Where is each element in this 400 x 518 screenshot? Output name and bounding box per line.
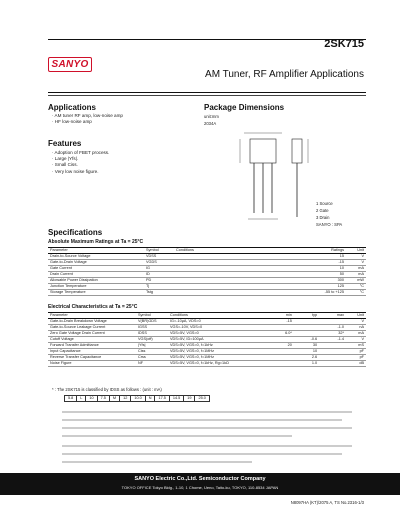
table-cell: VDS=5V, VGS=0, f=1MHz — [168, 349, 268, 355]
table-cell: -15 — [298, 260, 346, 266]
footer-address: TOKYO OFFICE Tokyo Bldg., 1-10, 1 Chome, Ueno, Taito-ku, TOKYO, 110-8534 JAPAN — [121, 485, 279, 490]
table-cell: Allowable Power Dissipation — [48, 278, 144, 284]
col-typ: typ — [294, 313, 319, 319]
table-cell: 2.6 — [294, 355, 319, 361]
rank-cell: M — [109, 396, 119, 402]
table-cell: VDS=5V, VGS=0 — [168, 331, 268, 337]
table-cell: IGSS — [136, 325, 168, 331]
table-cell: -1.4 — [319, 337, 346, 343]
header-rule-thin — [48, 95, 366, 96]
table-cell: Gate-to-Drain Breakdown Voltage — [48, 319, 136, 325]
rank-cell: L — [77, 396, 86, 402]
table-cell: V — [346, 254, 366, 260]
table-cell: mA — [346, 272, 366, 278]
pin-3: 3 Drain — [316, 215, 330, 220]
col-unit: Unit — [346, 313, 366, 319]
table-cell: Tj — [144, 284, 174, 290]
col-parameter: Parameter — [48, 248, 144, 254]
table-cell: Zero Gate Voltage Drain Current — [48, 331, 136, 337]
table-cell: VDSS — [144, 254, 174, 260]
abs-max-table — [48, 247, 366, 296]
col-conditions: Conditions — [168, 313, 268, 319]
package-heading: Package Dimensions — [204, 103, 285, 112]
package-brand: SANYO : SPA — [316, 222, 343, 227]
table-cell: pF — [346, 355, 366, 361]
list-item: · Adoption of FBET process. — [52, 150, 110, 155]
table-cell — [268, 361, 294, 367]
pin-2: 2 Gate — [316, 208, 329, 213]
rank-cell: N — [145, 396, 155, 402]
table-cell: Junction Temperature — [48, 284, 144, 290]
table-cell: VDS=5V, ID=100μA — [168, 337, 268, 343]
table-cell: VDS=5V, VGS=0, f=1kHz, Rg=1kΩ — [168, 361, 268, 367]
elec-char-body — [48, 319, 366, 367]
col-conditions: Conditions — [174, 248, 298, 254]
col-min: min — [268, 313, 294, 319]
notice-text-block — [52, 408, 362, 468]
table-cell: 10 — [298, 266, 346, 272]
table-cell: 32* — [319, 331, 346, 337]
table-cell: PD — [144, 278, 174, 284]
table-cell: nA — [346, 325, 366, 331]
pin-1: 1 Source — [316, 201, 333, 206]
table-cell: Storage Temperature — [48, 290, 144, 296]
table-cell: Reverse Transfer Capacitance — [48, 355, 136, 361]
table-cell: NF — [136, 361, 168, 367]
rank-row — [65, 396, 210, 402]
table-cell: Gate-to-Drain Voltage — [48, 260, 144, 266]
table-cell: Gate Current — [48, 266, 144, 272]
table-cell: Tstg — [144, 290, 174, 296]
table-cell: dB — [346, 361, 366, 367]
table-cell: 1.0 — [294, 361, 319, 367]
table-cell: V(BR)GDS — [136, 319, 168, 325]
col-parameter: Parameter — [48, 313, 136, 319]
table-cell — [319, 361, 346, 367]
table-cell: VDS=5V, VGS=0, f=1kHz — [168, 343, 268, 349]
document-number: N8097HA (KT)/2075 A, TS No.2316-1/3 — [290, 500, 364, 505]
table-row — [48, 290, 366, 296]
rank-cell: 10 — [86, 396, 97, 402]
table-cell: |Yfs| — [136, 343, 168, 349]
idss-rank-table — [64, 395, 210, 402]
table-cell: 300 — [298, 278, 346, 284]
table-cell: Drain-to-Source Voltage — [48, 254, 144, 260]
package-drawing — [204, 127, 364, 227]
col-max: max — [319, 313, 346, 319]
col-symbol: Symbol — [136, 313, 168, 319]
logo-text: SANYO — [51, 59, 89, 70]
table-cell: -15 — [268, 319, 294, 325]
table-cell: 125 — [298, 284, 346, 290]
table-cell: VGS=-10V, VDS=0 — [168, 325, 268, 331]
rank-cell: 14.5 — [169, 396, 183, 402]
col-symbol: Symbol — [144, 248, 174, 254]
table-cell: 15 — [298, 254, 346, 260]
rank-cell: 5.8 — [65, 396, 77, 402]
table-cell: mA — [346, 331, 366, 337]
rank-cell: 10.0 — [131, 396, 145, 402]
table-cell: IG — [144, 266, 174, 272]
applications-list — [52, 113, 123, 125]
rank-cell: 17.5 — [155, 396, 169, 402]
elec-heading: Electrical Characteristics at Ta = 25°C — [48, 304, 138, 310]
classification-note: * : The 2SK715 is classified by IDSS as follows : (unit : mA) — [52, 387, 162, 392]
features-heading: Features — [48, 139, 82, 148]
table-cell: 6.0* — [268, 331, 294, 337]
applications-heading: Applications — [48, 103, 97, 112]
table-cell: ID — [144, 272, 174, 278]
package-unit: unit:mm — [204, 114, 219, 119]
part-number: 2SK715 — [324, 38, 364, 50]
table-cell: 30 — [294, 343, 319, 349]
footer-company: SANYO Electric Co.,Ltd. Semiconductor Company — [134, 476, 266, 482]
table-cell: IDSS — [136, 331, 168, 337]
abs-max-heading: Absolute Maximum Ratings at Ta = 25°C — [48, 239, 144, 245]
table-cell: °C — [346, 290, 366, 296]
table-cell: mW — [346, 278, 366, 284]
specifications-heading: Specifications — [48, 228, 103, 237]
list-item: · Small Ciss. — [52, 162, 78, 168]
document-subtitle: AM Tuner, RF Amplifier Applications — [205, 69, 364, 80]
table-cell: pF — [346, 349, 366, 355]
header-rule — [48, 92, 366, 93]
table-cell: Gate-to-Source Leakage Current — [48, 325, 136, 331]
table-cell: V — [346, 319, 366, 325]
table-cell: Ciss — [136, 349, 168, 355]
elec-char-table — [48, 312, 366, 367]
table-cell: mS — [346, 343, 366, 349]
rank-cell: 12 — [120, 396, 131, 402]
table-cell: Input Capacitance — [48, 349, 136, 355]
col-ratings: Ratings — [298, 248, 346, 254]
table-cell: 50 — [298, 272, 346, 278]
table-cell: 20 — [268, 343, 294, 349]
table-cell: VGS(off) — [136, 337, 168, 343]
sanyo-logo — [48, 57, 92, 72]
features-list — [52, 150, 109, 175]
table-row — [48, 361, 366, 367]
list-item: · AM tuner RF amp, low-noise amp — [52, 113, 123, 118]
header-top-rule — [48, 39, 366, 40]
rank-cell: 19 — [184, 396, 195, 402]
abs-max-body — [48, 254, 366, 296]
package-code: 2034A — [204, 121, 217, 126]
table-cell: mA — [346, 266, 366, 272]
table-cell: Drain Current — [48, 272, 144, 278]
rank-cell: 25.0 — [195, 396, 209, 402]
table-cell: V — [346, 337, 366, 343]
table-cell: Noise Figure — [48, 361, 136, 367]
list-item: · HF low-noise amp — [52, 119, 92, 125]
table-cell: V — [346, 260, 366, 266]
table-cell: 10 — [294, 349, 319, 355]
table-cell: -0.6 — [294, 337, 319, 343]
rank-cell: 7.5 — [97, 396, 109, 402]
table-cell: Forward Transfer Admittance — [48, 343, 136, 349]
table-cell: VDS=5V, VGS=0, f=1MHz — [168, 355, 268, 361]
table-cell: °C — [346, 284, 366, 290]
table-cell: -1.0 — [319, 325, 346, 331]
table-cell: IG=-10μA, VDS=0 — [168, 319, 268, 325]
table-cell — [174, 290, 298, 296]
list-item: · Large |Yfs|. — [52, 156, 79, 162]
col-unit: Unit — [346, 248, 366, 254]
table-cell: Cutoff Voltage — [48, 337, 136, 343]
table-cell: Crss — [136, 355, 168, 361]
table-cell: -55 to +125 — [298, 290, 346, 296]
table-cell: VGDS — [144, 260, 174, 266]
list-item: · Very low noise figure. — [52, 168, 99, 174]
